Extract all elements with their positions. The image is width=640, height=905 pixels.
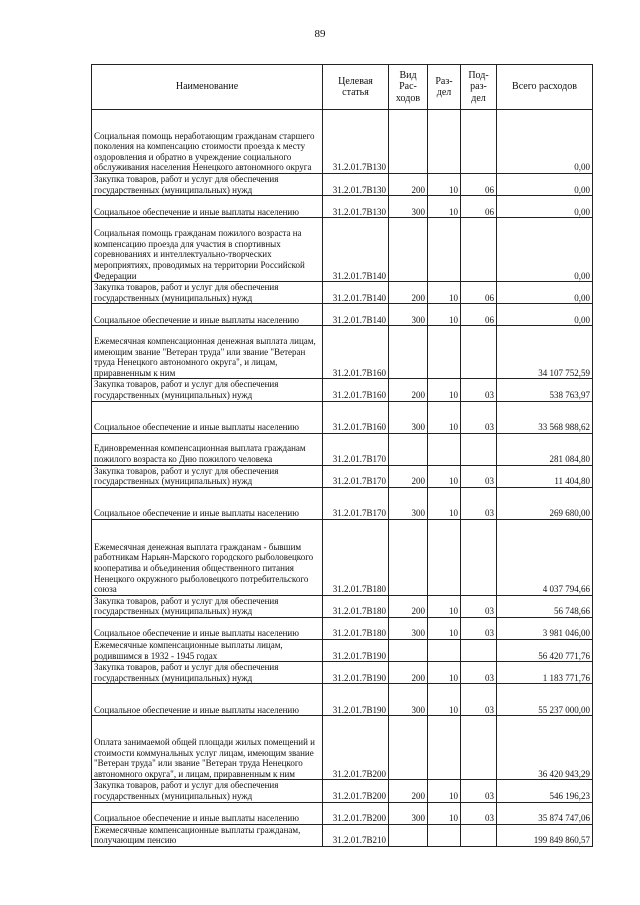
row-name: Социальное обеспечение и иные выплаты населению xyxy=(92,487,323,519)
row-expense-type xyxy=(389,433,428,465)
row-total: 11 404,80 xyxy=(497,465,593,487)
row-section: 10 xyxy=(428,282,461,304)
row-expense-type: 300 xyxy=(389,196,428,218)
row-subsection: 06 xyxy=(461,304,497,326)
table-row xyxy=(92,433,593,465)
row-target-article: 31.2.01.7В130 xyxy=(323,174,389,196)
row-expense-type xyxy=(389,218,428,282)
table-row xyxy=(92,196,593,218)
row-total: 55 237 000,00 xyxy=(497,684,593,716)
budget-table xyxy=(91,64,593,847)
row-target-article: 31.2.01.7В210 xyxy=(323,824,389,846)
header-expense-type: Вид Рас-ходов xyxy=(389,65,428,110)
table-row xyxy=(92,662,593,684)
row-subsection: 06 xyxy=(461,174,497,196)
row-name: Закупка товаров, работ и услуг для обеспечения государственных (муниципальных) нужд xyxy=(92,465,323,487)
row-subsection xyxy=(461,824,497,846)
table-row xyxy=(92,824,593,846)
row-subsection xyxy=(461,110,497,174)
row-target-article: 31.2.01.7В140 xyxy=(323,282,389,304)
header-section: Раз-дел xyxy=(428,65,461,110)
row-name: Закупка товаров, работ и услуг для обеспечения государственных (муниципальных) нужд xyxy=(92,662,323,684)
row-target-article: 31.2.01.7В170 xyxy=(323,433,389,465)
row-section xyxy=(428,519,461,595)
table-row xyxy=(92,465,593,487)
row-name: Ежемесячная компенсационная денежная выплата лицам, имеющим звание "Ветеран труда" или звание "Ветеран труда Ненецкого автономного округа", и лицам, приравненным к ним xyxy=(92,326,323,379)
row-name: Единовременная компенсационная выплата гражданам пожилого возраста ко Дню пожилого человека xyxy=(92,433,323,465)
table-row xyxy=(92,802,593,824)
row-name: Социальное обеспечение и иные выплаты населению xyxy=(92,617,323,639)
row-section: 10 xyxy=(428,401,461,433)
row-subsection: 03 xyxy=(461,487,497,519)
row-section: 10 xyxy=(428,465,461,487)
row-expense-type: 300 xyxy=(389,617,428,639)
row-name: Оплата занимаемой общей площади жилых помещений и стоимости коммунальных услуг лицам, имеющим звание "Ветеран труда" или звание "Ветеран труда Ненецкого автономного округа", и лицам, приравненным к ним xyxy=(92,716,323,780)
row-subsection: 03 xyxy=(461,465,497,487)
row-subsection xyxy=(461,326,497,379)
row-expense-type: 300 xyxy=(389,487,428,519)
row-section: 10 xyxy=(428,304,461,326)
row-total: 36 420 943,29 xyxy=(497,716,593,780)
row-subsection xyxy=(461,433,497,465)
row-name: Социальное обеспечение и иные выплаты населению xyxy=(92,401,323,433)
table-row xyxy=(92,684,593,716)
row-subsection: 03 xyxy=(461,662,497,684)
row-name: Социальная помощь гражданам пожилого возраста на компенсацию проезда для участия в спортивных соревнованиях и интеллектуально-творческих мероприятиях, проводимых на территории Российской Федерации xyxy=(92,218,323,282)
row-subsection: 03 xyxy=(461,802,497,824)
row-target-article: 31.2.01.7В170 xyxy=(323,487,389,519)
row-target-article: 31.2.01.7В190 xyxy=(323,639,389,661)
row-section: 10 xyxy=(428,662,461,684)
row-subsection xyxy=(461,218,497,282)
row-subsection: 03 xyxy=(461,595,497,617)
row-subsection: 03 xyxy=(461,780,497,802)
row-expense-type xyxy=(389,326,428,379)
row-total: 538 763,97 xyxy=(497,379,593,401)
row-total: 546 196,23 xyxy=(497,780,593,802)
header-subsection: Под-раз-дел xyxy=(461,65,497,110)
row-section xyxy=(428,433,461,465)
row-target-article: 31.2.01.7В160 xyxy=(323,379,389,401)
row-target-article: 31.2.01.7В140 xyxy=(323,304,389,326)
row-section xyxy=(428,716,461,780)
row-name: Ежемесячные компенсационные выплаты лицам, родившимся в 1932 - 1945 годах xyxy=(92,639,323,661)
row-subsection xyxy=(461,519,497,595)
table-row xyxy=(92,617,593,639)
row-target-article: 31.2.01.7В160 xyxy=(323,326,389,379)
row-section: 10 xyxy=(428,487,461,519)
row-target-article: 31.2.01.7В200 xyxy=(323,802,389,824)
row-total: 3 981 046,00 xyxy=(497,617,593,639)
row-section: 10 xyxy=(428,379,461,401)
row-name: Социальное обеспечение и иные выплаты населению xyxy=(92,196,323,218)
row-total: 1 183 771,76 xyxy=(497,662,593,684)
row-target-article: 31.2.01.7В170 xyxy=(323,465,389,487)
row-total: 0,00 xyxy=(497,218,593,282)
table-row xyxy=(92,110,593,174)
row-expense-type: 300 xyxy=(389,802,428,824)
row-total: 56 748,66 xyxy=(497,595,593,617)
table-row xyxy=(92,379,593,401)
row-section xyxy=(428,110,461,174)
row-section: 10 xyxy=(428,196,461,218)
row-subsection: 03 xyxy=(461,401,497,433)
table-row xyxy=(92,282,593,304)
row-total: 33 568 988,62 xyxy=(497,401,593,433)
row-expense-type: 200 xyxy=(389,465,428,487)
row-section xyxy=(428,326,461,379)
row-name: Социальное обеспечение и иные выплаты населению xyxy=(92,802,323,824)
header-name: Наименование xyxy=(92,65,323,110)
row-expense-type: 300 xyxy=(389,304,428,326)
row-subsection: 03 xyxy=(461,684,497,716)
row-section: 10 xyxy=(428,684,461,716)
table-row xyxy=(92,326,593,379)
table-row xyxy=(92,218,593,282)
row-expense-type: 200 xyxy=(389,662,428,684)
table-row xyxy=(92,304,593,326)
row-expense-type: 300 xyxy=(389,401,428,433)
table-row xyxy=(92,174,593,196)
row-subsection: 06 xyxy=(461,196,497,218)
row-name: Ежемесячные компенсационные выплаты гражданам, получающим пенсию xyxy=(92,824,323,846)
row-target-article: 31.2.01.7В140 xyxy=(323,218,389,282)
row-expense-type: 300 xyxy=(389,684,428,716)
table-row xyxy=(92,519,593,595)
row-target-article: 31.2.01.7В180 xyxy=(323,595,389,617)
row-subsection xyxy=(461,716,497,780)
row-total: 0,00 xyxy=(497,110,593,174)
row-total: 4 037 794,66 xyxy=(497,519,593,595)
row-section xyxy=(428,218,461,282)
table-row xyxy=(92,595,593,617)
row-total: 56 420 771,76 xyxy=(497,639,593,661)
row-target-article: 31.2.01.7В130 xyxy=(323,110,389,174)
row-section: 10 xyxy=(428,802,461,824)
row-name: Социальная помощь неработающим гражданам старшего поколения на компенсацию стоимости проезда к месту оздоровления и обратно в учреждение социального обслуживания населения Ненецкого автономного округа xyxy=(92,110,323,174)
row-total: 0,00 xyxy=(497,174,593,196)
table-row xyxy=(92,487,593,519)
row-total: 0,00 xyxy=(497,196,593,218)
row-expense-type xyxy=(389,716,428,780)
row-target-article: 31.2.01.7В200 xyxy=(323,716,389,780)
row-subsection xyxy=(461,639,497,661)
page-number: 89 xyxy=(314,28,326,40)
row-expense-type: 200 xyxy=(389,780,428,802)
row-section xyxy=(428,639,461,661)
row-expense-type xyxy=(389,639,428,661)
row-name: Ежемесячная денежная выплата гражданам - бывшим работникам Нарьян-Марского городского рыболовецкого кооператива и объединения общественного питания Ненецкого окружного рыболовецкого потребительского союза xyxy=(92,519,323,595)
row-subsection: 06 xyxy=(461,282,497,304)
row-name: Социальное обеспечение и иные выплаты населению xyxy=(92,684,323,716)
row-total: 0,00 xyxy=(497,304,593,326)
row-target-article: 31.2.01.7В180 xyxy=(323,519,389,595)
row-target-article: 31.2.01.7В160 xyxy=(323,401,389,433)
row-target-article: 31.2.01.7В130 xyxy=(323,196,389,218)
row-target-article: 31.2.01.7В200 xyxy=(323,780,389,802)
row-total: 35 874 747,06 xyxy=(497,802,593,824)
row-subsection: 03 xyxy=(461,379,497,401)
row-target-article: 31.2.01.7В180 xyxy=(323,617,389,639)
row-subsection: 03 xyxy=(461,617,497,639)
table-row xyxy=(92,401,593,433)
row-section xyxy=(428,824,461,846)
table-header-row xyxy=(92,65,593,110)
row-name: Закупка товаров, работ и услуг для обеспечения государственных (муниципальных) нужд xyxy=(92,595,323,617)
table-row xyxy=(92,639,593,661)
row-expense-type xyxy=(389,519,428,595)
row-section: 10 xyxy=(428,780,461,802)
row-total: 281 084,80 xyxy=(497,433,593,465)
row-expense-type xyxy=(389,110,428,174)
row-expense-type: 200 xyxy=(389,282,428,304)
header-total: Всего расходов xyxy=(497,65,593,110)
header-target-article: Целевая статья xyxy=(323,65,389,110)
row-name: Закупка товаров, работ и услуг для обеспечения государственных (муниципальных) нужд xyxy=(92,379,323,401)
row-section: 10 xyxy=(428,595,461,617)
row-total: 0,00 xyxy=(497,282,593,304)
row-expense-type: 200 xyxy=(389,595,428,617)
row-name: Закупка товаров, работ и услуг для обеспечения государственных (муниципальных) нужд xyxy=(92,174,323,196)
row-section: 10 xyxy=(428,174,461,196)
row-total: 34 107 752,59 xyxy=(497,326,593,379)
row-target-article: 31.2.01.7В190 xyxy=(323,662,389,684)
row-target-article: 31.2.01.7В190 xyxy=(323,684,389,716)
row-name: Социальное обеспечение и иные выплаты населению xyxy=(92,304,323,326)
table-row xyxy=(92,780,593,802)
row-expense-type: 200 xyxy=(389,174,428,196)
row-expense-type: 200 xyxy=(389,379,428,401)
row-total: 269 680,00 xyxy=(497,487,593,519)
row-expense-type xyxy=(389,824,428,846)
row-total: 199 849 860,57 xyxy=(497,824,593,846)
row-section: 10 xyxy=(428,617,461,639)
table-row xyxy=(92,716,593,780)
row-name: Закупка товаров, работ и услуг для обеспечения государственных (муниципальных) нужд xyxy=(92,282,323,304)
row-name: Закупка товаров, работ и услуг для обеспечения государственных (муниципальных) нужд xyxy=(92,780,323,802)
